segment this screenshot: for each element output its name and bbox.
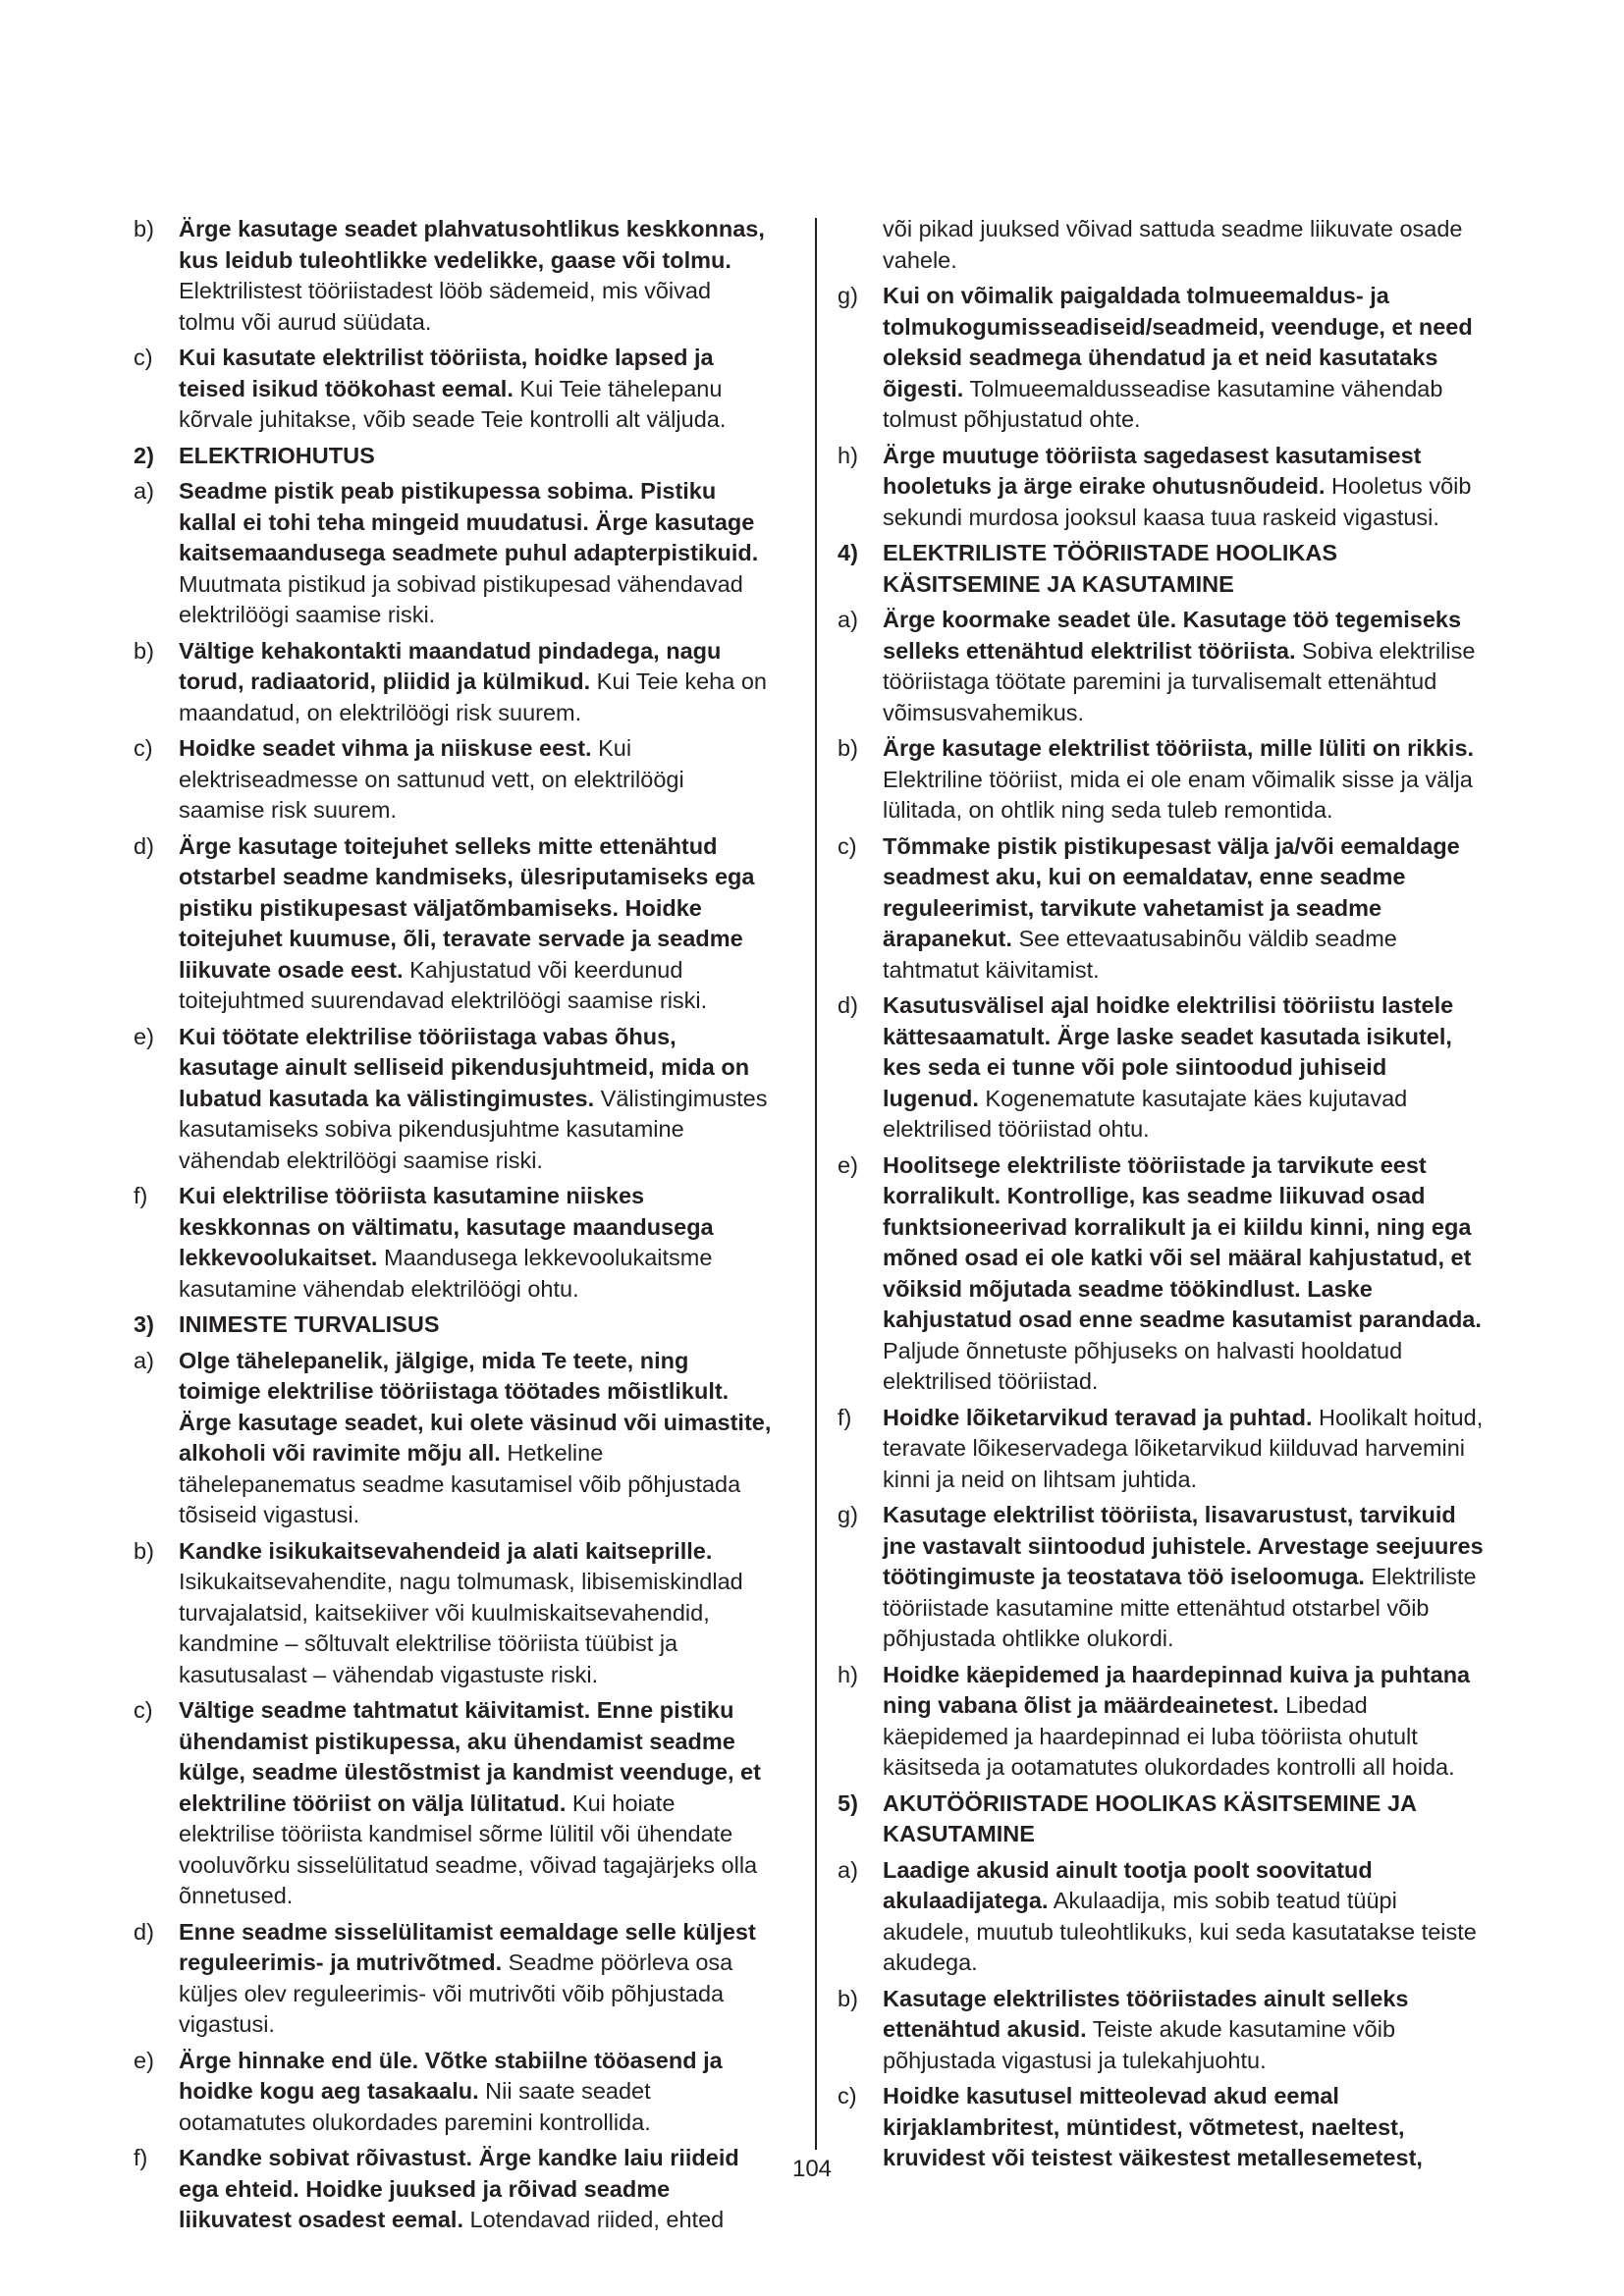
list-item xyxy=(838,733,1486,827)
item-text: Isikukaitsevahendite, nagu tolmumask, libisemiskindlad turvajalatsid, kaitsekiiver või kuulmiskaitsevahendid, kandmine – sõltuvalt elektrilise tööriista tüübist ja kasutusalast – vähendab vigastuste riski. xyxy=(179,1569,743,1687)
list-item xyxy=(134,1695,772,1912)
right-column xyxy=(838,214,1486,2179)
item-label: h) xyxy=(838,442,858,468)
list-item xyxy=(838,831,1486,987)
section-number: 2) xyxy=(134,442,154,468)
item-bold-text: Hoolitsege elektriliste tööriistade ja tarvikute eest korralikult. Kontrollige, kas seadme liikuvad osad funktsioneerivad korralikult ja ei kiildu kinni, ning ega mõned osad ei ole katki või sel määral kahjustatud, et võiksid mõjutada seadme töökindlust. Laske kahjustatud osad enne seadme kasutamist parandada. xyxy=(883,1151,1482,1332)
item-label: a) xyxy=(838,1856,858,1883)
item-label: c) xyxy=(838,2083,857,2109)
page-number: 104 xyxy=(791,2156,833,2182)
item-text: Paljude õnnetuste põhjuseks on halvasti hooldatud elektrilised tööriistad. xyxy=(883,1337,1403,1394)
item-label: c) xyxy=(134,1697,153,1723)
item-bold-text: Ärge kasutage toitejuhet selleks mitte ettenähtud otstarbel seadme kandmiseks, ülesriputamiseks ega pistiku pistikupesast väljatõmbamiseks. Hoidke toitejuhet kuumuse, õli, teravate servade ja seadme liikuvate osade eest. xyxy=(179,832,755,983)
list-item xyxy=(838,1855,1486,1979)
item-text: Tolmueemaldusseadise kasutamine vähendab tolmust põhjustatud ohte. xyxy=(883,375,1443,432)
item-text: Elektriliste tööriistade kasutamine mitte ettenähtud otstarbel võib põhjustada ohtlikke olukordi. xyxy=(883,1564,1477,1651)
item-text: Seadme pöörleva osa küljes olev reguleerimis- või mutrivõti võib põhjustada vigastusi. xyxy=(179,1949,733,2037)
item-label: h) xyxy=(838,1661,858,1687)
item-bold-text: Kasutage elektrilistes tööriistades ainult selleks ettenähtud akusid. xyxy=(883,1985,1409,2042)
item-text: Akulaadija, mis sobib teatud tüüpi akudele, muutub tuleohtlikuks, kui seda kasutatakse teiste akudega. xyxy=(883,1888,1477,1975)
list-item xyxy=(838,1984,1486,2077)
item-label: g) xyxy=(838,283,858,308)
section-heading xyxy=(134,1309,772,1341)
item-label: e) xyxy=(134,1023,154,1049)
item-bold-text: Olge tähelepanelik, jälgige, mida Te teete, ning toimige elektrilise tööriistaga töötades mõistlikult. Ärge kasutage seadet, kui olete väsinud või uimastite, alkoholi või ravimite mõju all. xyxy=(179,1347,772,1466)
item-bold-text: Vältige seadme tahtmatut käivitamist. Enne pistiku ühendamist pistikupessa, aku ühendamist seadme külge, seadme ülestõstmist ja kandmist veenduge, et elektriline tööriist on välja lülitatud. xyxy=(179,1697,761,1816)
item-label: b) xyxy=(134,1537,154,1564)
item-bold-text: Enne seadme sisselülitamist eemaldage selle küljest reguleerimis- ja mutrivõtmed. xyxy=(179,1918,756,1975)
section-number: 4) xyxy=(838,540,858,565)
item-text: Libedad käepidemed ja haardepinnad ei luba tööriista ohutult käsitseda ja ootamatutes olukordades kontrolli all hoida. xyxy=(883,1692,1455,1780)
item-bold-text: Vältige kehakontakti maandatud pindadega, nagu torud, radiaatorid, pliidid ja külmikud. xyxy=(179,637,722,694)
item-label: c) xyxy=(134,345,153,370)
item-bold-text: Ärge kasutage seadet plahvatusohtlikus keskkonnas, kus leidub tuleohtlikke vedelikke, gaase või tolmu. xyxy=(179,216,765,273)
list-item xyxy=(838,990,1486,1146)
list-item xyxy=(838,1150,1486,1398)
item-bold-text: Kui on võimalik paigaldada tolmueemaldus- ja tolmukogumisseadiseid/seadmeid, veenduge, et need oleksid seadmega ühendatud ja et neid kasutataks õigesti. xyxy=(883,283,1473,401)
section-number: 3) xyxy=(134,1311,154,1337)
item-bold-text: Ärge koormake seadet üle. Kasutage töö tegemiseks selleks ettenähtud elektrilist tööriista. xyxy=(883,607,1462,664)
left-column xyxy=(134,214,772,2241)
item-label: b) xyxy=(838,735,858,761)
item-text: Kui Teie tähelepanu kõrvale juhitakse, võib seade Teie kontrolli alt väljuda. xyxy=(179,375,727,432)
item-text: Maandusega lekkevoolukaitsme kasutamine vähendab elektrilöögi ohtu. xyxy=(179,1245,713,1302)
column-divider xyxy=(815,218,817,2150)
item-text: Sobiva elektrilise tööriistaga töötate paremini ja turvalisemalt ettenähtud võimsusvahemikus. xyxy=(883,637,1476,725)
item-bold-text: Hoidke käepidemed ja haardepinnad kuiva ja puhtana ning vabana õlist ja määrdeainetest. xyxy=(883,1661,1471,1718)
item-bold-text: Kasutusvälisel ajal hoidke elektrilisi tööriistu lastele kättesaamatult. Ärge laske seadet kasutada isikutel, kes seda ei tunne või pole siintoodud juhiseid lugenud. xyxy=(883,992,1454,1111)
item-label: e) xyxy=(838,1151,858,1178)
item-label: b) xyxy=(838,1985,858,2011)
section-title: ELEKTRIOHUTUS xyxy=(179,442,375,468)
item-label: c) xyxy=(134,735,153,761)
item-label: f) xyxy=(134,2145,148,2170)
item-label: a) xyxy=(838,607,858,632)
item-label: g) xyxy=(838,1502,858,1527)
item-text: Elektriline tööriist, mida ei ole enam võimalik sisse ja välja lülitada, on ohtlik ning seda tuleb remontida. xyxy=(883,766,1473,823)
item-text: Muutmata pistikud ja sobivad pistikupesad vähendavad elektrilöögi saamise riski. xyxy=(179,570,743,627)
section-heading xyxy=(134,441,772,472)
list-item xyxy=(134,636,772,729)
section-title: ELEKTRILISTE TÖÖRIISTADE HOOLIKAS KÄSITSEMINE JA KASUTAMINE xyxy=(883,540,1338,597)
item-text: Kui hoiate elektrilise tööriista kandmisel sõrme lülitil või ühendate vooluvõrku sisselülitatud seadme, võivad tagajärjeks olla õnnetused. xyxy=(179,1789,758,1908)
item-bold-text: Hoidke seadet vihma ja niiskuse eest. xyxy=(179,735,592,761)
item-bold-text: Hoidke kasutusel mitteolevad akud eemal kirjaklambritest, müntidest, võtmetest, naeltest, kruvidest või teistest väikestest metallesemetest, xyxy=(883,2083,1423,2170)
item-bold-text: Kasutage elektrilist tööriista, lisavarustust, tarvikuid jne vastavalt siintoodud juhistele. Arvestage seejuures töötingimuste ja teostatava töö iseloomuga. xyxy=(883,1502,1484,1589)
item-label: b) xyxy=(134,637,154,664)
item-label: b) xyxy=(134,216,154,241)
item-bold-text: Kui elektrilise tööriista kasutamine niiskes keskkonnas on vältimatu, kasutage maandusega lekkevoolukaitset. xyxy=(179,1183,714,1270)
section-title: INIMESTE TURVALISUS xyxy=(179,1311,440,1337)
item-label: f) xyxy=(134,1183,148,1208)
item-text: Lotendavad riided, ehted xyxy=(462,2207,725,2232)
section-heading xyxy=(838,538,1486,600)
continued-text: või pikad juuksed võivad sattuda seadme liikuvate osade vahele. xyxy=(883,216,1463,273)
item-bold-text: Kui kasutate elektrilist tööriista, hoidke lapsed ja teised isikud töökohast eemal. xyxy=(179,345,714,401)
list-item xyxy=(134,1346,772,1531)
list-item xyxy=(134,733,772,827)
list-item xyxy=(838,281,1486,436)
item-text: Hetkeline tähelepanematus seadme kasutamisel võib põhjustada tõsiseid vigastusi. xyxy=(179,1440,741,1527)
section-title: AKUTÖÖRIISTADE HOOLIKAS KÄSITSEMINE JA KASUTAMINE xyxy=(883,1789,1417,1846)
list-item xyxy=(838,1660,1486,1784)
item-label: a) xyxy=(134,1347,154,1373)
item-label: d) xyxy=(838,992,858,1018)
item-bold-text: Ärge muutuge tööriista sagedasest kasutamisest hooletuks ja ärge eirake ohutusnõudeid. xyxy=(883,442,1422,499)
item-bold-text: Ärge kasutage elektrilist tööriista, mille lüliti on rikkis. xyxy=(883,735,1475,761)
item-text: Hoolikalt hoitud, teravate lõikeservadega lõiketarvikud kiilduvad harvemini kinni ja neid on lihtsam juhtida. xyxy=(883,1404,1484,1492)
item-bold-text: Kui töötate elektrilise tööriistaga vabas õhus, kasutage ainult selliseid pikendusjuhtmeid, mida on lubatud kasutada ka välistingimustes. xyxy=(179,1023,750,1111)
item-bold-text: Laadige akusid ainult tootja poolt soovitatud akulaadijatega. xyxy=(883,1856,1373,1913)
item-label: c) xyxy=(838,832,857,859)
item-text: Nii saate seadet ootamatutes olukordades paremini kontrollida. xyxy=(179,2078,651,2135)
list-item xyxy=(134,214,772,338)
list-item xyxy=(134,476,772,631)
item-text: Teiste akude kasutamine võib põhjustada vigastusi ja tulekahjuohtu. xyxy=(883,2016,1396,2073)
item-bold-text: Seadme pistik peab pistikupessa sobima. Pistiku kallal ei tohi teha mingeid muudatusi. Ärge kasutage kaitsemaandusega seadmete puhul adapterpistikuid. xyxy=(179,478,759,565)
list-item xyxy=(838,1403,1486,1496)
list-item xyxy=(134,2046,772,2139)
item-label: f) xyxy=(838,1404,852,1430)
list-item xyxy=(134,831,772,1017)
item-label: d) xyxy=(134,832,154,859)
list-item xyxy=(134,1022,772,1177)
item-text: Kui elektriseadmesse on sattunud vett, on elektrilöögi saamise risk suurem. xyxy=(179,735,684,823)
item-bold-text: Kandke isikukaitsevahendeid ja alati kaitseprille. xyxy=(179,1537,713,1564)
list-item xyxy=(838,605,1486,728)
item-bold-text: Tõmmake pistik pistikupesast välja ja/või eemaldage seadmest aku, kui on eemaldatav, enne seadme reguleerimist, tarvikute vahetamist ja seadme ärapanekut. xyxy=(883,832,1460,951)
item-text: Elektrilistest tööriistadest lööb sädemeid, mis võivad tolmu või aurud süüdata. xyxy=(179,278,712,335)
item-text: Välistingimustes kasutamiseks sobiva pikendusjuhtme kasutamine vähendab elektrilöögi saamise riski. xyxy=(179,1085,768,1173)
list-item xyxy=(134,1181,772,1305)
list-item xyxy=(134,343,772,436)
section-number: 5) xyxy=(838,1789,858,1816)
item-text: See ettevaatusabinõu väldib seadme tahtmatut käivitamist. xyxy=(883,926,1397,983)
item-bold-text: Hoidke lõiketarvikud teravad ja puhtad. xyxy=(883,1404,1313,1430)
list-item xyxy=(838,1500,1486,1655)
item-label: d) xyxy=(134,1918,154,1945)
item-label: e) xyxy=(134,2047,154,2073)
item-label: a) xyxy=(134,478,154,504)
section-heading xyxy=(838,1789,1486,1850)
item-text: Kui Teie keha on maandatud, on elektrilöögi risk suurem. xyxy=(179,668,767,725)
item-text: Kogenematute kasutajate käes kujutavad elektrilised tööriistad ohtu. xyxy=(883,1085,1408,1142)
list-item xyxy=(134,1536,772,1691)
item-bold-text: Kandke sobivat rõivastust. Ärge kandke laiu riideid ega ehteid. Hoidke juuksed ja rõivad seadme liikuvatest osadest eemal. xyxy=(179,2145,739,2232)
item-bold-text: Ärge hinnake end üle. Võtke stabiilne tööasend ja hoidke kogu aeg tasakaalu. xyxy=(179,2047,723,2104)
item-text: Hooletus võib sekundi murdosa jooksul kaasa tuua raskeid vigastusi. xyxy=(883,473,1472,530)
item-text: Kahjustatud või keerdunud toitejuhtmed suurendavad elektrilöögi saamise riski. xyxy=(179,956,708,1013)
list-item xyxy=(134,1917,772,2041)
list-item xyxy=(838,441,1486,534)
